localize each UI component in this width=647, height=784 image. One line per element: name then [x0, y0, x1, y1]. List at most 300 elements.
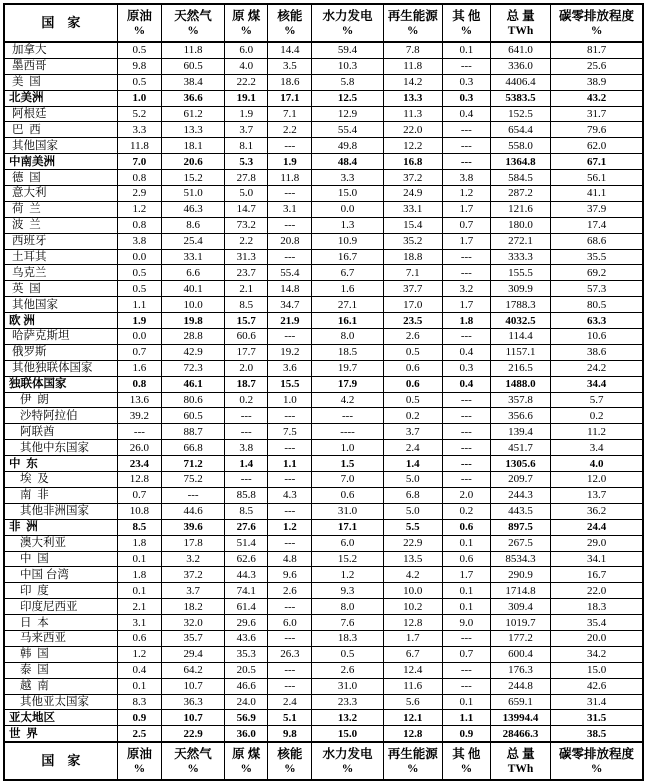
value-cell: 36.2: [551, 503, 643, 519]
value-cell: 6.7: [383, 646, 442, 662]
value-cell: 67.1: [551, 154, 643, 170]
table-header-bottom: [4, 742, 643, 780]
value-cell: ---: [268, 630, 312, 646]
value-cell: 1.1: [268, 456, 312, 472]
value-cell: 31.0: [312, 503, 383, 519]
value-cell: 6.0: [225, 42, 268, 58]
value-cell: 600.4: [490, 646, 550, 662]
column-label: 其 他: [452, 9, 481, 23]
table-row: [4, 726, 643, 742]
value-cell: 8.3: [117, 694, 161, 710]
table-row: [4, 106, 643, 122]
value-cell: 1.4: [225, 456, 268, 472]
column-header: [442, 4, 490, 42]
value-cell: 10.0: [161, 297, 224, 313]
value-cell: 25.6: [551, 58, 643, 74]
value-cell: 7.1: [268, 106, 312, 122]
value-cell: 16.8: [383, 154, 442, 170]
value-cell: 38.4: [161, 74, 224, 90]
country-cell: 其他独联体国家: [4, 360, 117, 376]
value-cell: 27.6: [225, 519, 268, 535]
value-cell: 0.6: [117, 630, 161, 646]
country-cell: 印 度: [4, 583, 117, 599]
country-cell: 阿联酋: [4, 424, 117, 440]
value-cell: 1.7: [442, 233, 490, 249]
value-cell: 0.1: [117, 678, 161, 694]
value-cell: 1.0: [268, 392, 312, 408]
value-cell: 1.8: [117, 567, 161, 583]
value-cell: 6.0: [268, 615, 312, 631]
value-cell: 17.7: [225, 344, 268, 360]
value-cell: ---: [268, 662, 312, 678]
value-cell: 37.7: [383, 281, 442, 297]
country-cell: 独联体国家: [4, 376, 117, 392]
value-cell: 6.7: [312, 265, 383, 281]
value-cell: 0.2: [383, 408, 442, 424]
value-cell: ---: [442, 678, 490, 694]
value-cell: 68.6: [551, 233, 643, 249]
value-cell: 23.7: [225, 265, 268, 281]
value-cell: 5383.5: [490, 90, 550, 106]
value-cell: ---: [442, 630, 490, 646]
table-row: [4, 615, 643, 631]
value-cell: 6.6: [161, 265, 224, 281]
column-label: 核能: [277, 9, 303, 23]
value-cell: 75.2: [161, 472, 224, 488]
column-label: 碳零排放程度: [559, 9, 635, 23]
value-cell: 24.0: [225, 694, 268, 710]
country-cell: 波 兰: [4, 217, 117, 233]
value-cell: 5.8: [312, 74, 383, 90]
value-cell: 46.1: [161, 376, 224, 392]
value-cell: 4032.5: [490, 313, 550, 329]
value-cell: 1.7: [442, 297, 490, 313]
column-unit: TWh: [507, 763, 534, 776]
value-cell: 17.8: [161, 535, 224, 551]
value-cell: 1.2: [117, 646, 161, 662]
value-cell: 16.7: [312, 249, 383, 265]
value-cell: 15.4: [383, 217, 442, 233]
table-row: [4, 630, 643, 646]
value-cell: ---: [442, 154, 490, 170]
value-cell: 356.6: [490, 408, 550, 424]
country-cell: 其他非洲国家: [4, 503, 117, 519]
value-cell: ---: [225, 408, 268, 424]
value-cell: 4.3: [268, 487, 312, 503]
value-cell: 43.2: [551, 90, 643, 106]
column-unit: %: [284, 763, 296, 776]
value-cell: 7.0: [312, 472, 383, 488]
value-cell: 44.6: [161, 503, 224, 519]
value-cell: 1.7: [442, 201, 490, 217]
country-cell: 泰 国: [4, 662, 117, 678]
value-cell: 37.9: [551, 201, 643, 217]
value-cell: ---: [442, 122, 490, 138]
value-cell: 61.2: [161, 106, 224, 122]
value-cell: 33.1: [161, 249, 224, 265]
value-cell: 20.6: [161, 154, 224, 170]
column-label: 天然气: [174, 9, 212, 23]
column-label: 再生能源: [387, 9, 438, 23]
value-cell: 17.1: [312, 519, 383, 535]
column-label: 天然气: [174, 747, 212, 762]
value-cell: 0.1: [442, 535, 490, 551]
column-label: 原 煤: [232, 9, 261, 23]
value-cell: 1.9: [117, 313, 161, 329]
country-cell: 加拿大: [4, 42, 117, 58]
value-cell: 46.6: [225, 678, 268, 694]
value-cell: 19.1: [225, 90, 268, 106]
country-cell: 土耳其: [4, 249, 117, 265]
value-cell: 26.0: [117, 440, 161, 456]
value-cell: 18.5: [312, 344, 383, 360]
country-cell: 韩 国: [4, 646, 117, 662]
value-cell: 56.1: [551, 170, 643, 186]
value-cell: 0.5: [117, 265, 161, 281]
value-cell: 3.7: [383, 424, 442, 440]
value-cell: 0.6: [442, 551, 490, 567]
table-row: [4, 376, 643, 392]
value-cell: 180.0: [490, 217, 550, 233]
value-cell: 14.7: [225, 201, 268, 217]
value-cell: 35.4: [551, 615, 643, 631]
value-cell: 1305.6: [490, 456, 550, 472]
country-cell: 德 国: [4, 170, 117, 186]
value-cell: ---: [442, 472, 490, 488]
country-column-header: [4, 742, 117, 780]
value-cell: 1.9: [225, 106, 268, 122]
value-cell: 12.1: [383, 710, 442, 726]
value-cell: 12.8: [383, 615, 442, 631]
value-cell: 11.6: [383, 678, 442, 694]
column-unit: %: [240, 763, 252, 776]
value-cell: 85.8: [225, 487, 268, 503]
country-cell: 越 南: [4, 678, 117, 694]
value-cell: 8.6: [161, 217, 224, 233]
column-header: [161, 742, 224, 780]
column-label: 水力发电: [322, 9, 373, 23]
value-cell: 3.7: [161, 583, 224, 599]
value-cell: 5.0: [225, 186, 268, 202]
value-cell: 5.7: [551, 392, 643, 408]
value-cell: 19.2: [268, 344, 312, 360]
table-row: [4, 344, 643, 360]
table-body: [4, 42, 643, 742]
table-row: [4, 535, 643, 551]
value-cell: 16.7: [551, 567, 643, 583]
value-cell: 0.6: [442, 519, 490, 535]
value-cell: 244.3: [490, 487, 550, 503]
value-cell: 0.1: [442, 42, 490, 58]
value-cell: 29.4: [161, 646, 224, 662]
value-cell: 0.6: [383, 360, 442, 376]
value-cell: 1.1: [117, 297, 161, 313]
value-cell: 80.5: [551, 297, 643, 313]
value-cell: 0.2: [551, 408, 643, 424]
value-cell: ----: [312, 424, 383, 440]
value-cell: 3.4: [551, 440, 643, 456]
value-cell: 0.0: [117, 249, 161, 265]
value-cell: 22.0: [383, 122, 442, 138]
value-cell: 23.4: [117, 456, 161, 472]
value-cell: 34.2: [551, 646, 643, 662]
value-cell: ---: [268, 678, 312, 694]
value-cell: 0.5: [383, 344, 442, 360]
table-row: [4, 170, 643, 186]
value-cell: 57.3: [551, 281, 643, 297]
column-label: 核能: [277, 747, 303, 762]
value-cell: 1.3: [312, 217, 383, 233]
value-cell: 15.0: [551, 662, 643, 678]
value-cell: 139.4: [490, 424, 550, 440]
value-cell: 1714.8: [490, 583, 550, 599]
value-cell: 0.9: [117, 710, 161, 726]
value-cell: ---: [442, 329, 490, 345]
value-cell: 13.6: [117, 392, 161, 408]
column-header: [225, 742, 268, 780]
value-cell: 3.8: [225, 440, 268, 456]
value-cell: 11.3: [383, 106, 442, 122]
value-cell: 72.3: [161, 360, 224, 376]
column-unit: %: [187, 763, 199, 776]
value-cell: ---: [442, 662, 490, 678]
value-cell: 24.4: [551, 519, 643, 535]
value-cell: 2.0: [225, 360, 268, 376]
value-cell: 18.7: [225, 376, 268, 392]
value-cell: 357.8: [490, 392, 550, 408]
table-row: [4, 424, 643, 440]
value-cell: 7.8: [383, 42, 442, 58]
value-cell: 13.3: [383, 90, 442, 106]
value-cell: 0.8: [117, 170, 161, 186]
value-cell: 0.1: [117, 551, 161, 567]
column-header: [490, 4, 550, 42]
value-cell: ---: [268, 186, 312, 202]
value-cell: 1.8: [117, 535, 161, 551]
value-cell: 5.2: [117, 106, 161, 122]
column-header: [268, 4, 312, 42]
column-unit: %: [187, 25, 199, 37]
value-cell: ---: [442, 424, 490, 440]
value-cell: 7.1: [383, 265, 442, 281]
country-cell: 其他中东国家: [4, 440, 117, 456]
value-cell: 18.3: [312, 630, 383, 646]
column-header: [383, 4, 442, 42]
value-cell: 44.3: [225, 567, 268, 583]
table-row: [4, 392, 643, 408]
value-cell: 8.5: [225, 503, 268, 519]
value-cell: 12.0: [551, 472, 643, 488]
value-cell: 21.9: [268, 313, 312, 329]
value-cell: 9.8: [117, 58, 161, 74]
value-cell: 5.6: [383, 694, 442, 710]
country-cell: 印度尼西亚: [4, 599, 117, 615]
value-cell: 31.5: [551, 710, 643, 726]
value-cell: 39.6: [161, 519, 224, 535]
column-label: 再生能源: [387, 747, 438, 762]
column-label: 原油: [126, 747, 152, 762]
value-cell: 74.1: [225, 583, 268, 599]
value-cell: 2.4: [383, 440, 442, 456]
value-cell: 244.8: [490, 678, 550, 694]
value-cell: 40.1: [161, 281, 224, 297]
country-cell: 日 本: [4, 615, 117, 631]
value-cell: 63.3: [551, 313, 643, 329]
value-cell: 12.8: [117, 472, 161, 488]
value-cell: 267.5: [490, 535, 550, 551]
value-cell: 0.6: [312, 487, 383, 503]
value-cell: ---: [268, 138, 312, 154]
value-cell: 14.8: [268, 281, 312, 297]
value-cell: ---: [225, 424, 268, 440]
value-cell: 27.8: [225, 170, 268, 186]
value-cell: 0.8: [117, 217, 161, 233]
value-cell: 15.0: [312, 726, 383, 742]
value-cell: 0.4: [442, 376, 490, 392]
table-row: [4, 233, 643, 249]
value-cell: 51.4: [225, 535, 268, 551]
column-label: 国 家: [41, 15, 81, 30]
value-cell: 8534.3: [490, 551, 550, 567]
value-cell: 37.2: [383, 170, 442, 186]
column-header: [161, 4, 224, 42]
value-cell: 23.5: [383, 313, 442, 329]
column-label: 总 量: [506, 747, 535, 762]
value-cell: 10.9: [312, 233, 383, 249]
value-cell: 69.2: [551, 265, 643, 281]
table-row: [4, 710, 643, 726]
value-cell: 38.6: [551, 344, 643, 360]
value-cell: ---: [268, 249, 312, 265]
value-cell: 0.4: [442, 344, 490, 360]
value-cell: ---: [268, 408, 312, 424]
value-cell: ---: [442, 58, 490, 74]
table-row: [4, 297, 643, 313]
value-cell: 60.6: [225, 329, 268, 345]
column-header: [490, 742, 550, 780]
table-row: [4, 249, 643, 265]
value-cell: 10.2: [383, 599, 442, 615]
column-unit: %: [590, 25, 603, 37]
value-cell: 18.1: [161, 138, 224, 154]
value-cell: ---: [225, 472, 268, 488]
value-cell: 18.3: [551, 599, 643, 615]
value-cell: 11.8: [268, 170, 312, 186]
value-cell: 12.5: [312, 90, 383, 106]
value-cell: 1.2: [442, 186, 490, 202]
value-cell: 0.3: [442, 360, 490, 376]
country-cell: 其他国家: [4, 138, 117, 154]
country-cell: 荷 兰: [4, 201, 117, 217]
value-cell: 9.0: [442, 615, 490, 631]
value-cell: 11.2: [551, 424, 643, 440]
value-cell: 15.7: [225, 313, 268, 329]
value-cell: 1.2: [268, 519, 312, 535]
country-column-header: [4, 4, 117, 42]
header-row-top: [4, 4, 643, 42]
value-cell: 1364.8: [490, 154, 550, 170]
table-row: [4, 265, 643, 281]
value-cell: 3.5: [268, 58, 312, 74]
value-cell: 0.7: [117, 487, 161, 503]
value-cell: 79.6: [551, 122, 643, 138]
value-cell: 12.4: [383, 662, 442, 678]
value-cell: 17.9: [312, 376, 383, 392]
value-cell: 7.0: [117, 154, 161, 170]
value-cell: 2.2: [268, 122, 312, 138]
value-cell: 11.8: [117, 138, 161, 154]
value-cell: 5.1: [268, 710, 312, 726]
value-cell: ---: [268, 535, 312, 551]
country-cell: 中南美洲: [4, 154, 117, 170]
table-row: [4, 456, 643, 472]
value-cell: 8.5: [117, 519, 161, 535]
value-cell: 451.7: [490, 440, 550, 456]
value-cell: 1.2: [117, 201, 161, 217]
value-cell: 3.8: [117, 233, 161, 249]
column-unit: %: [590, 763, 603, 776]
value-cell: 1019.7: [490, 615, 550, 631]
table-row: [4, 472, 643, 488]
value-cell: 56.9: [225, 710, 268, 726]
table-row: [4, 122, 643, 138]
table-row: [4, 74, 643, 90]
value-cell: 5.5: [383, 519, 442, 535]
country-cell: 非 洲: [4, 519, 117, 535]
value-cell: 15.0: [312, 186, 383, 202]
country-cell: 南 非: [4, 487, 117, 503]
value-cell: 0.8: [117, 376, 161, 392]
country-cell: 英 国: [4, 281, 117, 297]
value-cell: 24.9: [383, 186, 442, 202]
country-cell: 哈萨克斯坦: [4, 329, 117, 345]
table-row: [4, 440, 643, 456]
country-cell: 阿根廷: [4, 106, 117, 122]
country-cell: 世 界: [4, 726, 117, 742]
value-cell: 3.7: [225, 122, 268, 138]
value-cell: 64.2: [161, 662, 224, 678]
country-cell: 亚太地区: [4, 710, 117, 726]
value-cell: 10.7: [161, 710, 224, 726]
value-cell: 0.1: [442, 599, 490, 615]
value-cell: 1488.0: [490, 376, 550, 392]
value-cell: 27.1: [312, 297, 383, 313]
value-cell: 71.2: [161, 456, 224, 472]
value-cell: 3.8: [442, 170, 490, 186]
column-header: [442, 742, 490, 780]
table-row: [4, 217, 643, 233]
value-cell: 272.1: [490, 233, 550, 249]
value-cell: 81.7: [551, 42, 643, 58]
value-cell: 0.0: [117, 329, 161, 345]
value-cell: 1157.1: [490, 344, 550, 360]
value-cell: 31.3: [225, 249, 268, 265]
column-label: 原油: [126, 9, 152, 23]
country-cell: 乌克兰: [4, 265, 117, 281]
country-cell: 伊 朗: [4, 392, 117, 408]
column-label: 原 煤: [232, 747, 261, 762]
value-cell: 31.0: [312, 678, 383, 694]
value-cell: 33.1: [383, 201, 442, 217]
value-cell: 4406.4: [490, 74, 550, 90]
value-cell: 4.2: [383, 567, 442, 583]
value-cell: 62.6: [225, 551, 268, 567]
table-row: [4, 662, 643, 678]
value-cell: 3.2: [161, 551, 224, 567]
value-cell: 9.6: [268, 567, 312, 583]
column-label: 水力发电: [322, 747, 373, 762]
value-cell: 36.6: [161, 90, 224, 106]
